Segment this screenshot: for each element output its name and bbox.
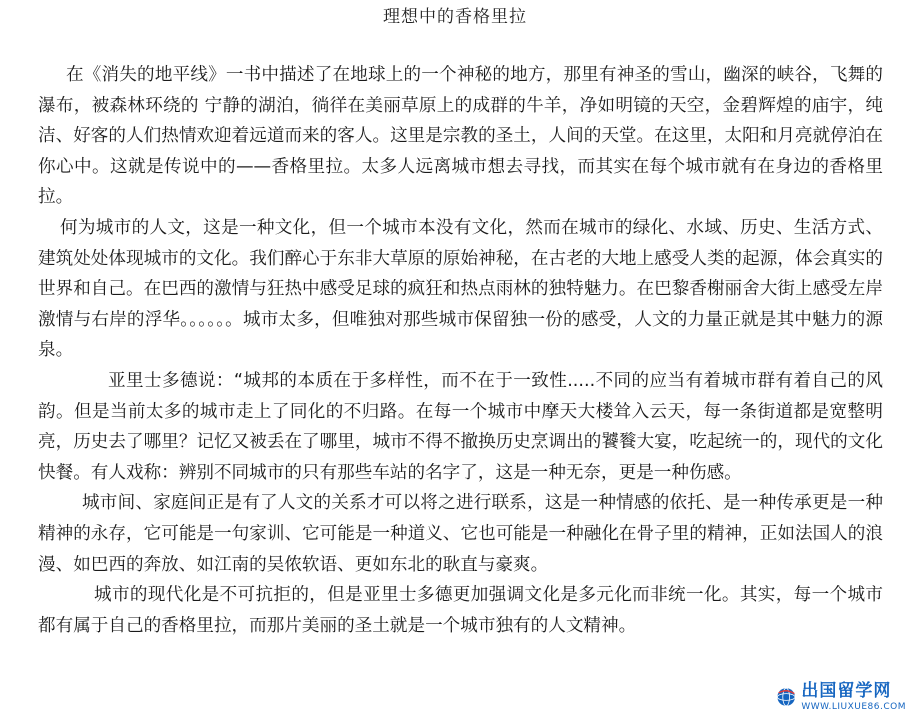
watermark-site-name: 出国留学网	[801, 680, 892, 701]
paragraph-2: 何为城市的人文，这是一种文化，但一个城市本没有文化，然而在城市的绿化、水域、历史、生活方式、建筑处处体现城市的文化。我们醉心于东非大草原的原始神秘，在古老的大地上感受人类的起源，体会真实的世界和自己。在巴西的激情与狂热中感受足球的疯狂和热点雨林的独特魅力。在巴黎香榭丽舍大街上感受左岸激情与右岸的浮华。。。。。。城市太多，但唯独对那些城市保留独一份的感受，人文的力量正就是其中魅力的源泉。	[38, 217, 883, 361]
watermark-site-url: WWW.LIUXUE86.COM	[801, 701, 906, 712]
paragraph-4: 城市间、家庭间正是有了人文的关系才可以将之进行联系，这是一种情感的依托、是一种传承更是一种精神的永存，它可能是一句家训、它可能是一种道义、它也可能是一种融化在骨子里的精神，正如法国人的浪漫、如巴西的奔放、如江南的吴侬软语、更如东北的耿直与豪爽。	[38, 493, 883, 575]
document-title: 理想中的香格里拉	[383, 7, 527, 27]
globe-logo-icon	[776, 682, 796, 712]
watermark-text	[801, 680, 906, 712]
paragraph-5: 城市的现代化是不可抗拒的，但是亚里士多德更加强调文化是多元化而非统一化。其实，每一个城市都有属于自己的香格里拉，而那片美丽的圣土就是一个城市独有的人文精神。	[38, 585, 883, 636]
document-body	[38, 60, 883, 641]
paragraph-1: 在《消失的地平线》一书中描述了在地球上的一个神秘的地方，那里有神圣的雪山，幽深的峡谷，飞舞的瀑布，被森林环绕的 宁静的湖泊，徜徉在美丽草原上的成群的牛羊，净如明镜的天空，金碧辉煌的庙宇，纯洁、好客的人们热情欢迎着远道而来的客人。这里是宗教的圣土，人间的天堂。在这里，太阳和月亮就停泊在你心中。这就是传说中的——香格里拉。太多人远离城市想去寻找，而其实在每个城市就有在身边的香格里拉。	[38, 65, 883, 208]
site-watermark	[776, 679, 906, 715]
paragraph-3: 亚里士多德说：“城邦的本质在于多样性，而不在于一致性.....不同的应当有着城市群有着自己的风韵。但是当前太多的城市走上了同化的不归路。在每一个城市中摩天大楼耸入云天，每一条街道都是宽整明亮，历史去了哪里？记忆又被丢在了哪里，城市不得不撤换历史烹调出的饕餮大宴，吃起统一的，现代的文化快餐。有人戏称：辨别不同城市的只有那些车站的名字了，这是一种无奈，更是一种伤感。	[38, 370, 883, 483]
